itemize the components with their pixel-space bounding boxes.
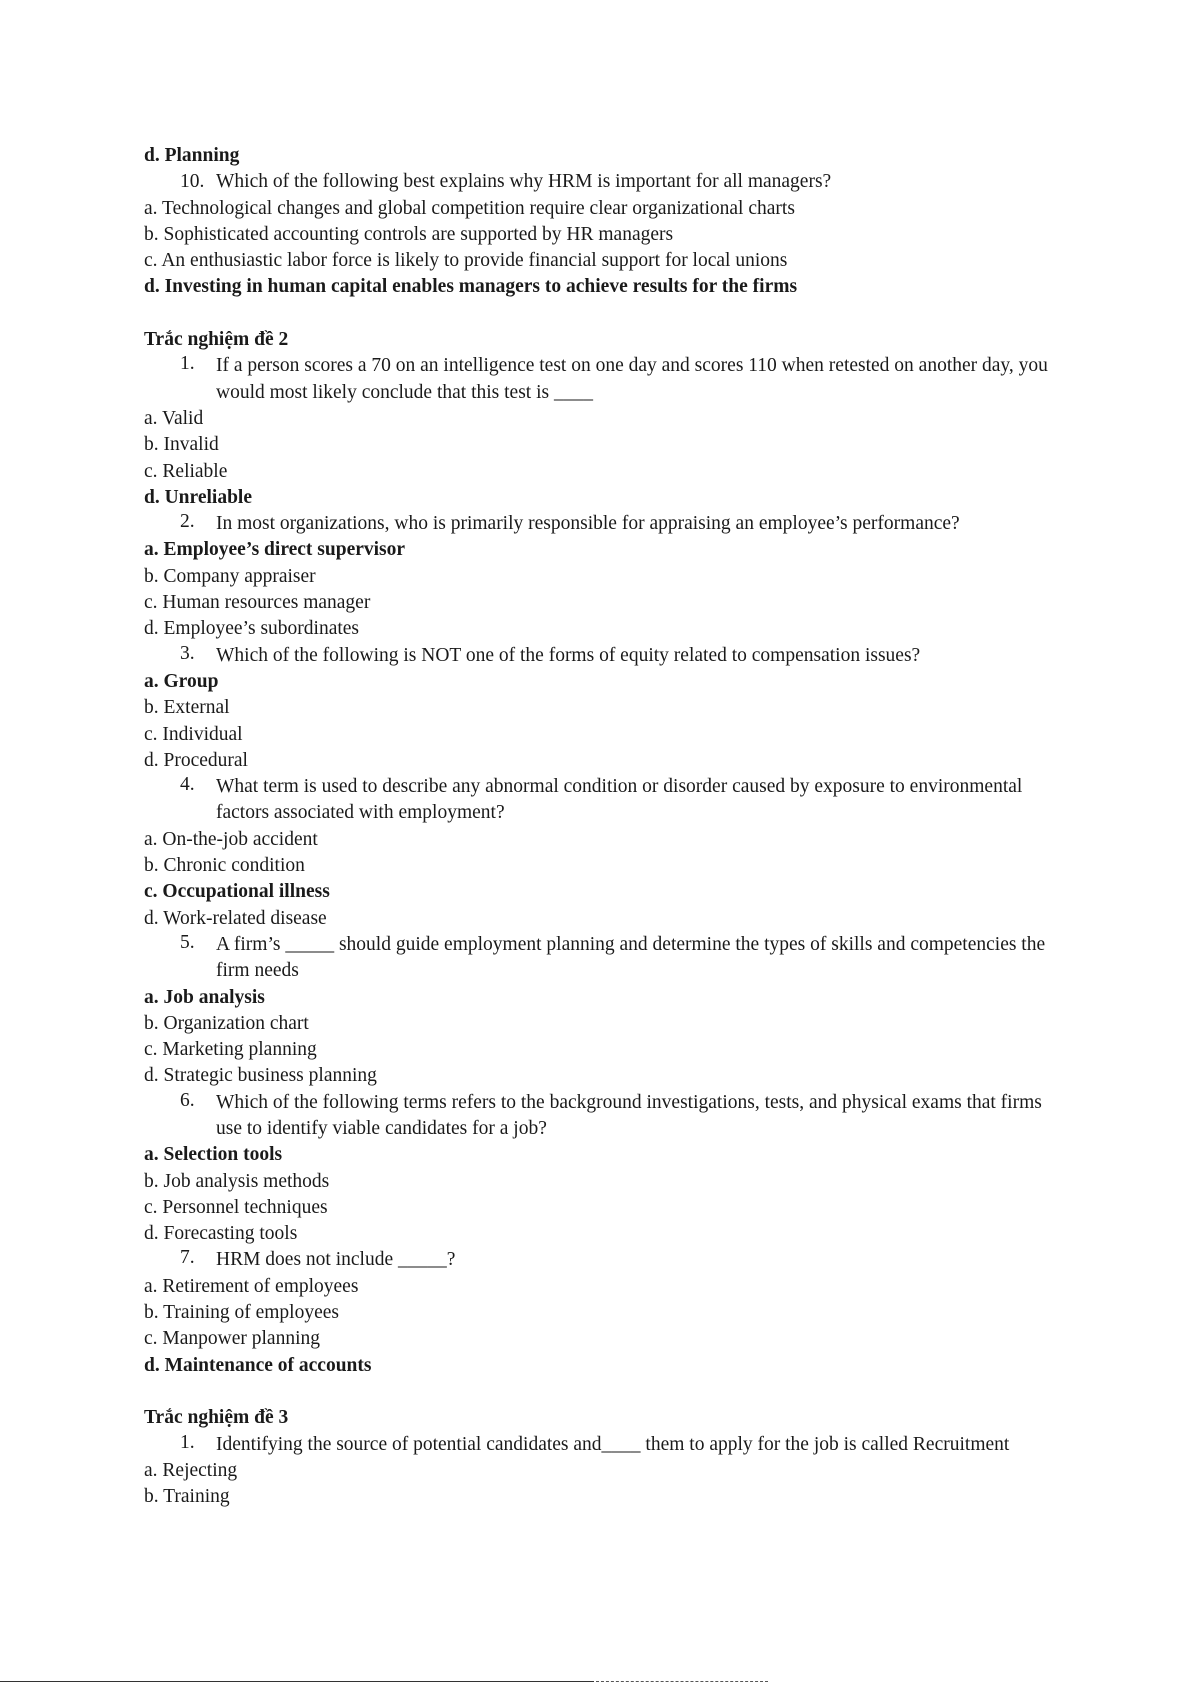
spacer	[144, 1379, 1064, 1405]
option: b. Sophisticated accounting controls are supported by HR managers	[144, 223, 674, 245]
footer-rule-dashed	[596, 1681, 768, 1682]
question-text: Which of the following terms refers to the background investigations, tests, and physical exams that firms use to identify viable candidates for a job?	[216, 1091, 1042, 1139]
option: c. Reliable	[144, 460, 228, 482]
option: a. Rejecting	[144, 1459, 238, 1481]
option: c. Individual	[144, 723, 243, 745]
option-correct: a. Employee’s direct supervisor	[144, 539, 406, 561]
option: b. External	[144, 697, 230, 719]
option-correct: a. Selection tools	[144, 1144, 283, 1166]
option: d. Strategic business planning	[144, 1065, 377, 1087]
question-text: Which of the following best explains why HRM is important for all managers?	[216, 171, 832, 193]
prev-answer: d. Planning	[144, 145, 240, 166]
question-text: HRM does not include _____?	[216, 1249, 456, 1271]
option: b. Job analysis methods	[144, 1170, 330, 1192]
option-correct: d. Maintenance of accounts	[144, 1354, 372, 1376]
question	[144, 643, 1064, 669]
question-number: 1.	[180, 1431, 195, 1453]
question-text: If a person scores a 70 on an intelligence test on one day and scores 110 when retested on another day, you would most likely conclude that this test is ____	[216, 355, 1048, 403]
question-text: In most organizations, who is primarily responsible for appraising an employee’s performance?	[216, 513, 960, 535]
option: a. On-the-job accident	[144, 828, 318, 850]
footer-rule	[0, 1681, 594, 1682]
question	[144, 1090, 1064, 1143]
option: b. Training of employees	[144, 1302, 339, 1324]
question-number: 7.	[180, 1247, 195, 1269]
section-heading: Trắc nghiệm đề 2	[144, 329, 289, 351]
option: a. Technological changes and global competition require clear organizational charts	[144, 197, 795, 219]
option: b. Company appraiser	[144, 565, 316, 587]
section-heading: Trắc nghiệm đề 3	[144, 1407, 289, 1429]
question	[144, 1247, 1064, 1273]
question-number: 5.	[180, 931, 195, 953]
option: b. Invalid	[144, 434, 219, 456]
option: a. Retirement of employees	[144, 1275, 359, 1297]
question-number: 2.	[180, 511, 195, 533]
option: a. Valid	[144, 407, 204, 429]
question-number: 3.	[180, 642, 195, 664]
spacer	[144, 301, 1064, 327]
question	[144, 1432, 1064, 1458]
question-text: A firm’s _____ should guide employment planning and determine the types of skills and competencies the firm needs	[216, 933, 1046, 982]
option: c. Personnel techniques	[144, 1196, 328, 1218]
question	[144, 774, 1064, 827]
option: c. An enthusiastic labor force is likely to provide financial support for local unions	[144, 250, 788, 272]
question-number: 10.	[180, 171, 205, 193]
question-number: 6.	[180, 1089, 195, 1111]
option: d. Forecasting tools	[144, 1223, 298, 1245]
option-correct: d. Unreliable	[144, 486, 252, 508]
page-content	[144, 143, 1064, 1510]
question-text: What term is used to describe any abnormal condition or disorder caused by exposure to environmental factors associated with employment?	[216, 776, 1023, 824]
option-correct: c. Occupational illness	[144, 881, 330, 903]
question	[144, 511, 1064, 537]
option-correct: a. Job analysis	[144, 986, 265, 1008]
option-correct: a. Group	[144, 670, 219, 692]
option: d. Work-related disease	[144, 907, 327, 929]
question-number: 4.	[180, 774, 195, 796]
question-10	[144, 169, 1064, 195]
question-text: Identifying the source of potential candidates and____ them to apply for the job is called Recruitment	[216, 1433, 1010, 1455]
option: b. Organization chart	[144, 1012, 309, 1034]
question	[144, 932, 1064, 985]
option: b. Chronic condition	[144, 855, 305, 877]
option-correct: d. Investing in human capital enables managers to achieve results for the firms	[144, 276, 798, 298]
option: c. Manpower planning	[144, 1328, 320, 1350]
question	[144, 353, 1064, 406]
question-text: Which of the following is NOT one of the forms of equity related to compensation issues?	[216, 644, 921, 666]
question-number: 1.	[180, 353, 195, 375]
option: c. Human resources manager	[144, 592, 371, 614]
option: b. Training	[144, 1486, 230, 1508]
option: d. Procedural	[144, 749, 248, 771]
option: d. Employee’s subordinates	[144, 618, 360, 640]
option: c. Marketing planning	[144, 1039, 317, 1061]
